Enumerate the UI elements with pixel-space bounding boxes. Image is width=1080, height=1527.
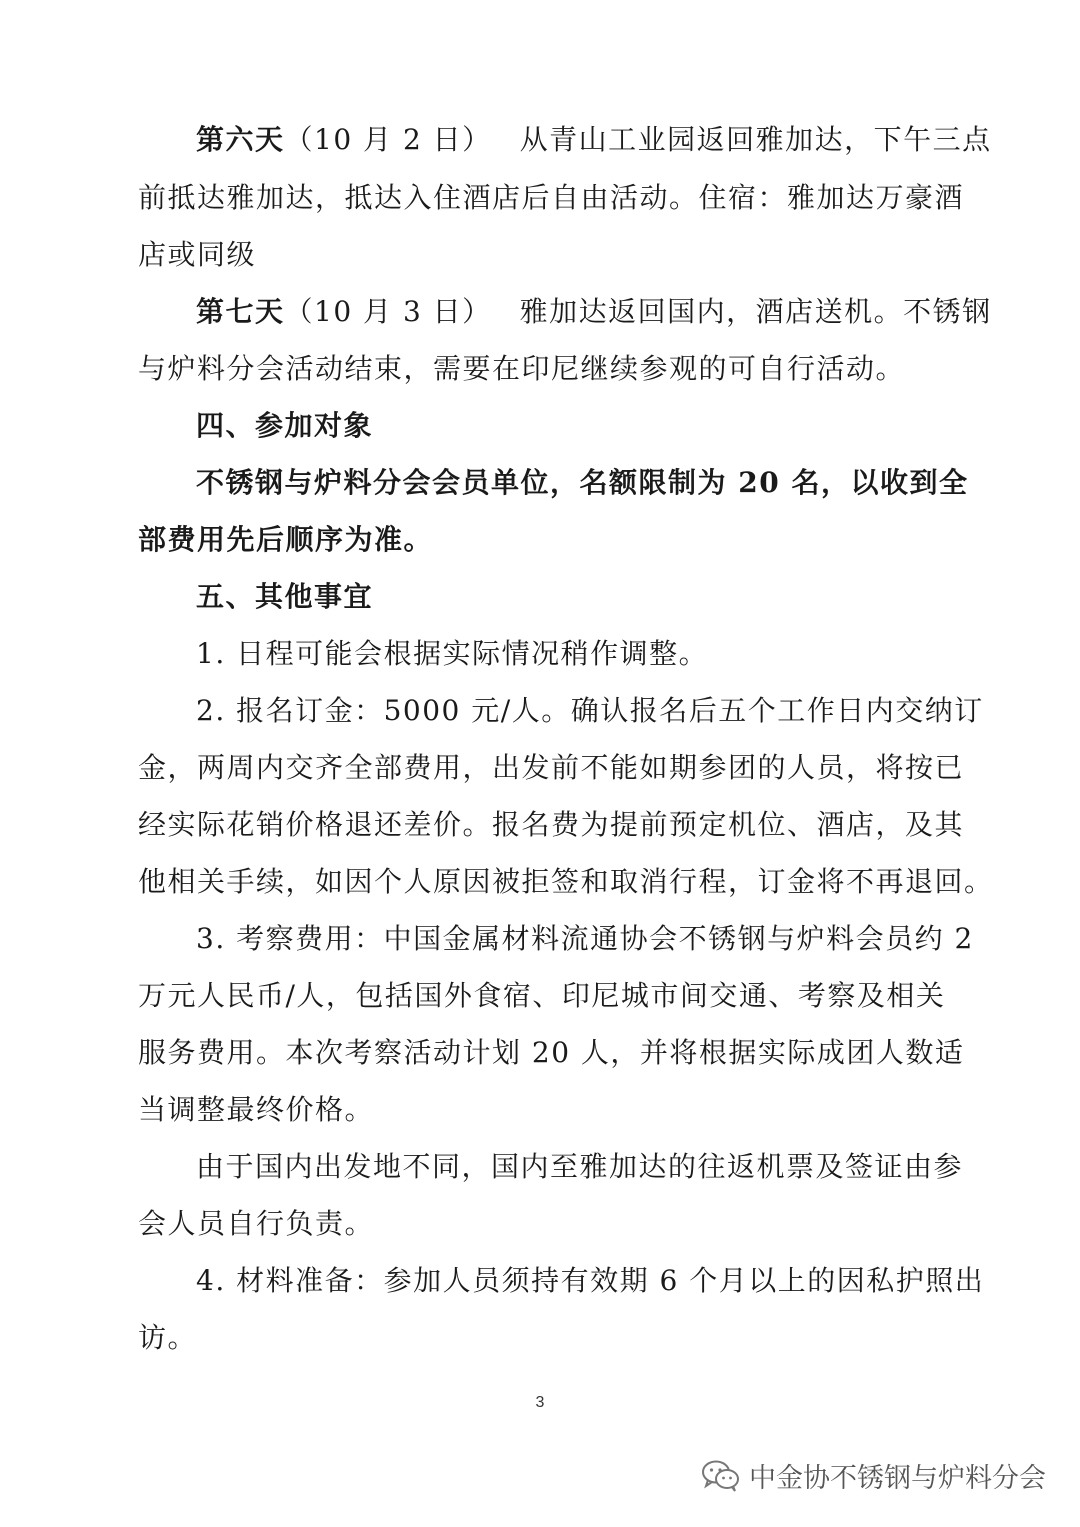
list-item: 2. 报名订金：5000 元/人。确认报名后五个工作日内交纳订 <box>196 694 984 727</box>
day7-line <box>196 294 992 330</box>
section-heading-participants: 四、参加对象 <box>196 409 374 442</box>
watermark-text: 中金协不锈钢与炉料分会 <box>749 1463 1046 1494</box>
watermark <box>701 1456 1046 1495</box>
paragraph-line: 会人员自行负责。 <box>138 1207 375 1240</box>
paragraph-line: 与炉料分会活动结束，需要在印尼继续参观的可自行活动。 <box>138 352 906 385</box>
paragraph-line: 服务费用。本次考察活动计划 20 人，并将根据实际成团人数适 <box>138 1036 965 1069</box>
participants-text: 不锈钢与炉料分会会员单位，名额限制为 20 名，以收到全 <box>196 466 969 499</box>
day7-date: （10 月 3 日） <box>284 295 492 328</box>
paragraph-line: 金，两周内交齐全部费用，出发前不能如期参团的人员，将按已 <box>138 751 965 784</box>
paragraph-line: 当调整最终价格。 <box>138 1093 375 1126</box>
wechat-icon <box>701 1459 741 1493</box>
paragraph-line: 访。 <box>138 1321 198 1354</box>
page-number: 3 <box>535 1394 545 1411</box>
paragraph-line: 前抵达雅加达，抵达入住酒店后自由活动。住宿：雅加达万豪酒 <box>138 181 965 214</box>
day6-date: （10 月 2 日） <box>284 123 492 156</box>
day6-label: 第六天 <box>196 123 285 156</box>
list-item: 4. 材料准备：参加人员须持有效期 6 个月以上的因私护照出 <box>196 1264 985 1297</box>
day7-text: 雅加达返回国内，酒店送机。不锈钢 <box>519 295 992 328</box>
day6-text: 从青山工业园返回雅加达，下午三点 <box>519 123 992 156</box>
paragraph-line: 万元人民币/人，包括国外食宿、印尼城市间交通、考察及相关 <box>138 979 946 1012</box>
list-item: 1. 日程可能会根据实际情况稍作调整。 <box>196 637 709 670</box>
participants-text: 部费用先后顺序为准。 <box>138 523 434 556</box>
paragraph-line: 经实际花销价格退还差价。报名费为提前预定机位、酒店，及其 <box>138 808 965 841</box>
paragraph-line: 店或同级 <box>138 238 257 271</box>
day6-line <box>196 122 992 158</box>
day7-label: 第七天 <box>196 295 285 328</box>
paragraph-line: 他相关手续，如因个人原因被拒签和取消行程，订金将不再退回。 <box>138 865 994 898</box>
paragraph-line: 由于国内出发地不同，国内至雅加达的往返机票及签证由参 <box>196 1150 964 1183</box>
section-heading-other: 五、其他事宜 <box>196 580 374 613</box>
list-item: 3. 考察费用：中国金属材料流通协会不锈钢与炉料会员约 2 <box>196 922 974 955</box>
